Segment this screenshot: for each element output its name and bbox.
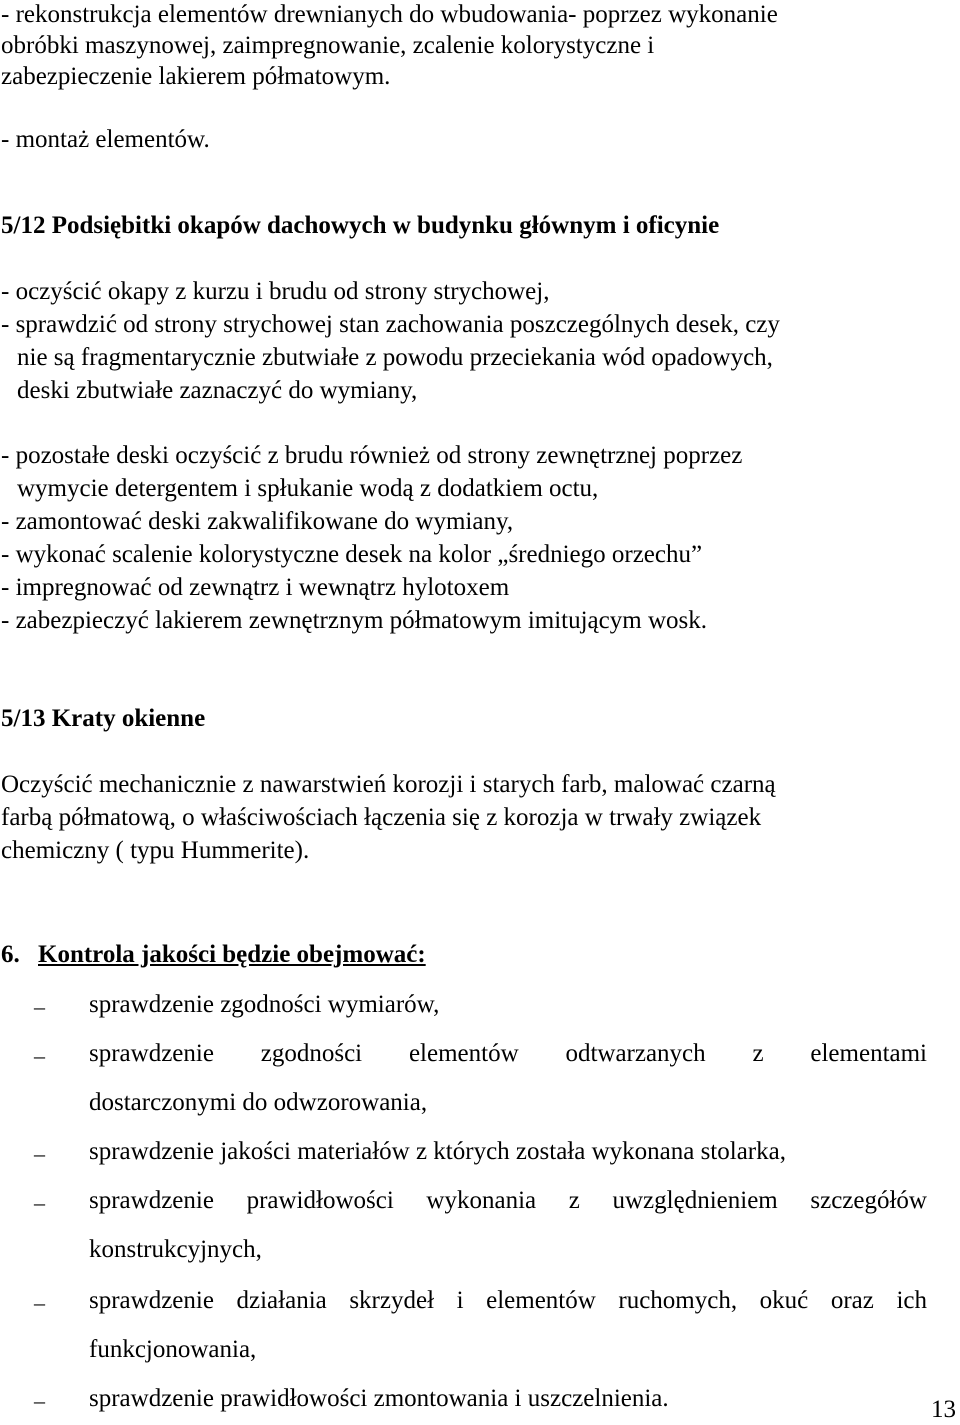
body-text-line: - oczyścić okapy z kurzu i brudu od strony strychowej, (1, 278, 550, 305)
body-text-line: - impregnować od zewnątrz i wewnątrz hylotoxem (1, 574, 510, 601)
list-bullet: – (34, 1290, 45, 1315)
list-item: sprawdzenie zgodności elementów odtwarzanych z elementami (89, 1040, 927, 1067)
section-heading-5-13: 5/13 Kraty okienne (1, 705, 206, 732)
body-text-line: - zamontować deski zakwalifikowane do wymiany, (1, 508, 514, 535)
page-number: 13 (931, 1396, 956, 1423)
body-text-line: wymycie detergentem i spłukanie wodą z dodatkiem octu, (17, 475, 599, 502)
body-text-line: - montaż elementów. (1, 126, 210, 153)
body-text-line: - pozostałe deski oczyścić z brudu również od strony zewnętrznej poprzez (1, 442, 743, 469)
body-text-line: - rekonstrukcja elementów drewnianych do wbudowania- poprzez wykonanie (1, 1, 778, 28)
body-text-line: zabezpieczenie lakierem półmatowym. (1, 63, 391, 90)
list-item-continuation: konstrukcyjnych, (89, 1236, 262, 1263)
list-bullet: – (34, 1388, 45, 1413)
body-text-line: chemiczny ( typu Hummerite). (1, 837, 310, 864)
list-item-continuation: funkcjonowania, (89, 1336, 257, 1363)
body-text-line: Oczyścić mechanicznie z nawarstwień korozji i starych farb, malować czarną (1, 771, 776, 798)
list-bullet: – (34, 1141, 45, 1166)
body-text-line: deski zbutwiałe zaznaczyć do wymiany, (17, 377, 418, 404)
list-item: sprawdzenie jakości materiałów z których została wykonana stolarka, (89, 1138, 786, 1165)
list-item-continuation: dostarczonymi do odwzorowania, (89, 1089, 428, 1116)
list-item: sprawdzenie prawidłowości zmontowania i uszczelnienia. (89, 1385, 669, 1412)
body-text-line: - wykonać scalenie kolorystyczne desek na kolor „średniego orzechu” (1, 541, 703, 568)
list-bullet: – (34, 994, 45, 1019)
section-heading-6: Kontrola jakości będzie obejmować: (38, 941, 426, 968)
section-number-6: 6. (1, 941, 20, 968)
list-bullet: – (34, 1190, 45, 1215)
list-item: sprawdzenie prawidłowości wykonania z uwzględnieniem szczegółów (89, 1187, 927, 1214)
list-item: sprawdzenie działania skrzydeł i elementów ruchomych, okuć oraz ich (89, 1287, 927, 1314)
body-text-line: obróbki maszynowej, zaimpregnowanie, zcalenie kolorystyczne i (1, 32, 655, 59)
body-text-line: farbą półmatową, o właściwościach łączenia się z korozja w trwały związek (1, 804, 762, 831)
body-text-line: - sprawdzić od strony strychowej stan zachowania poszczególnych desek, czy (1, 311, 780, 338)
list-bullet: – (34, 1043, 45, 1068)
section-heading-5-12: 5/12 Podsiębitki okapów dachowych w budynku głównym i oficynie (1, 212, 720, 239)
list-item: sprawdzenie zgodności wymiarów, (89, 991, 440, 1018)
body-text-line: nie są fragmentarycznie zbutwiałe z powodu przeciekania wód opadowych, (17, 344, 773, 371)
body-text-line: - zabezpieczyć lakierem zewnętrznym półmatowym imitującym wosk. (1, 607, 707, 634)
